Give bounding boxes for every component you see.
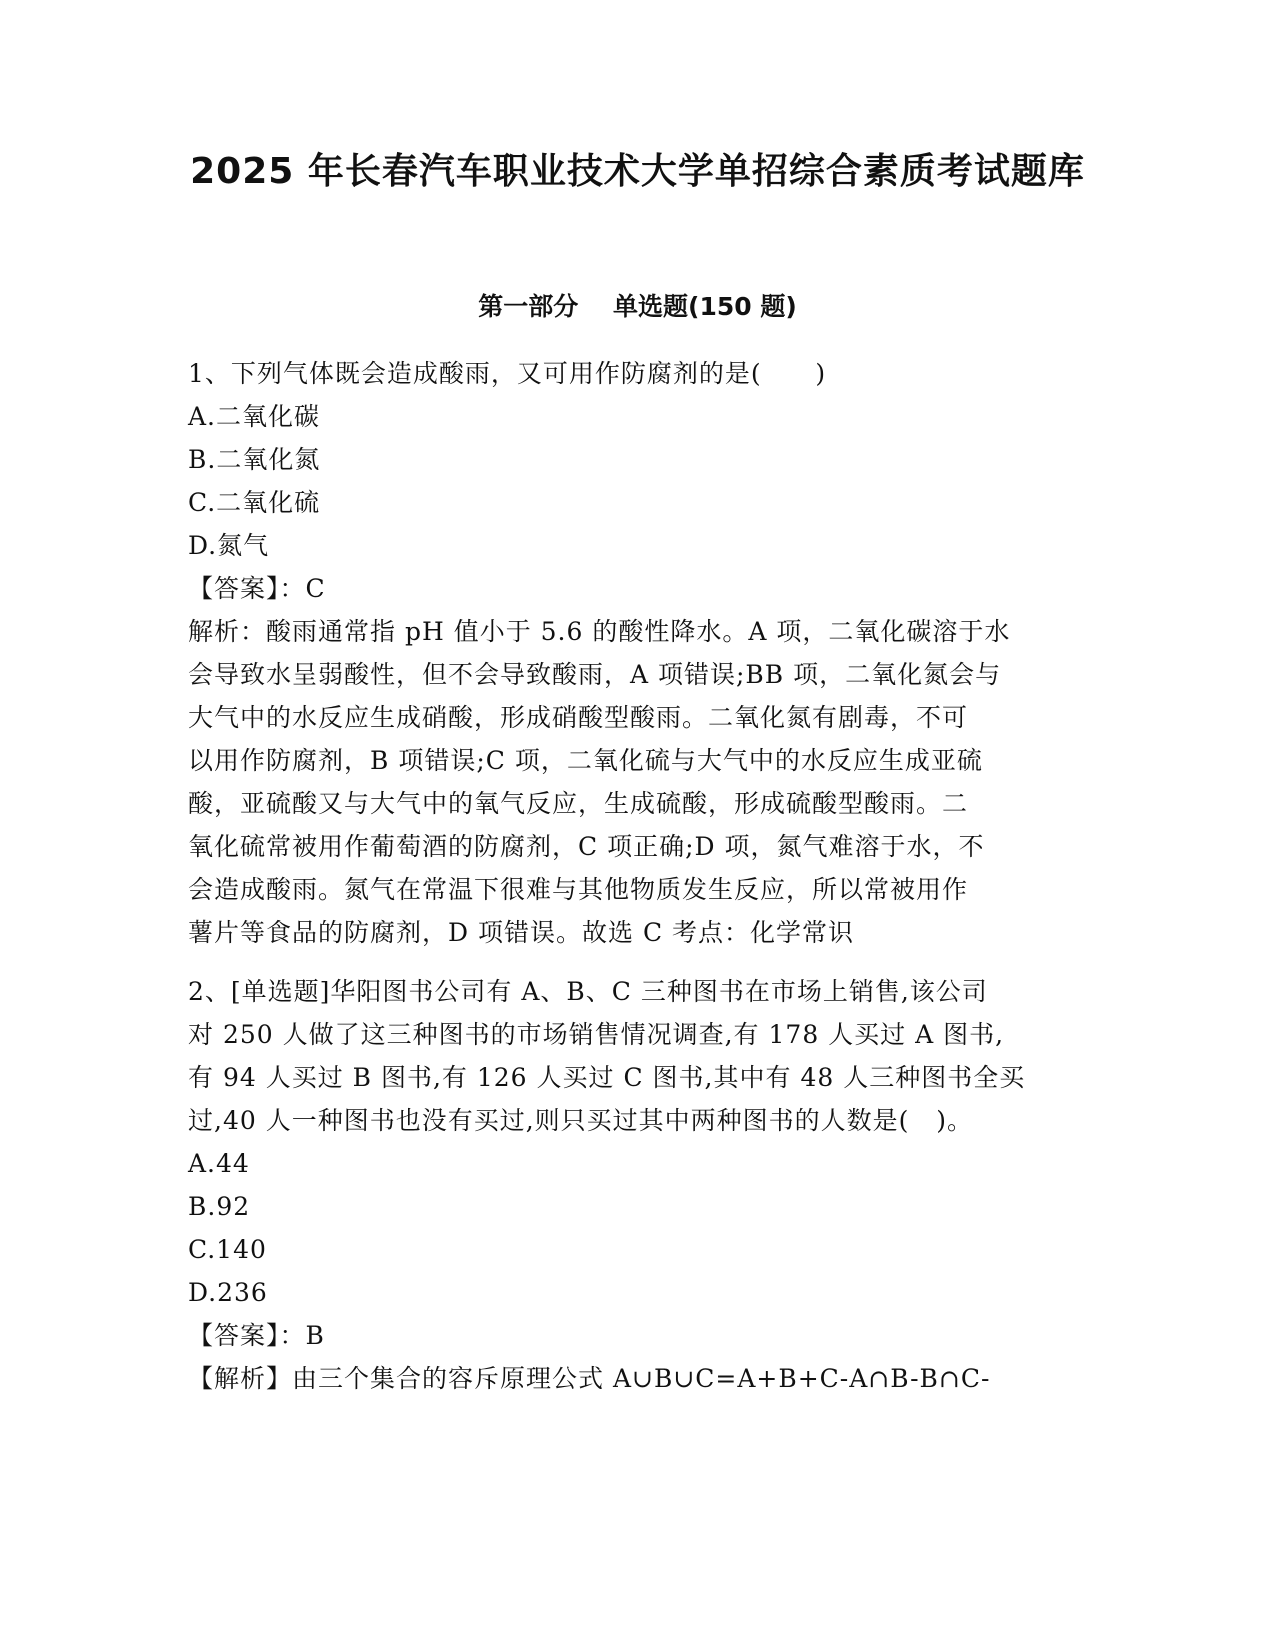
section-heading: 第一部分 单选题(150 题) [478, 292, 797, 321]
question-stem: 有 94 人买过 B 图书,有 126 人买过 C 图书,其中有 48 人三种图书全买 [188, 1063, 1026, 1092]
option-a: A.44 [188, 1149, 250, 1178]
analysis-line: 会造成酸雨。氮气在常温下很难与其他物质发生反应，所以常被用作 [188, 875, 969, 904]
option-c: C.140 [188, 1235, 267, 1264]
question-2 [188, 970, 1078, 1400]
answer-line: 【答案】：B [188, 1321, 325, 1350]
option-b: B.92 [188, 1192, 251, 1221]
option-d: D.236 [188, 1278, 268, 1307]
answer-line: 【答案】：C [188, 574, 326, 603]
question-list [188, 352, 1078, 1400]
analysis-line: 大气中的水反应生成硝酸，形成硝酸型酸雨。二氧化氮有剧毒，不可 [188, 703, 969, 732]
analysis-line: 以用作防腐剂，B 项错误;C 项，二氧化硫与大气中的水反应生成亚硫 [188, 746, 983, 775]
analysis-line: 【解析】由三个集合的容斥原理公式 A∪B∪C=A+B+C-A∩B-B∩C- [188, 1364, 991, 1393]
option-a: A.二氧化碳 [188, 402, 321, 431]
analysis-line: 氧化硫常被用作葡萄酒的防腐剂，C 项正确;D 项，氮气难溶于水，不 [188, 832, 985, 861]
analysis-line: 薯片等食品的防腐剂，D 项错误。故选 C 考点：化学常识 [188, 918, 855, 947]
question-stem: 对 250 人做了这三种图书的市场销售情况调查,有 178 人买过 A 图书, [188, 1020, 1005, 1049]
question-stem: 2、[单选题]华阳图书公司有 A、B、C 三种图书在市场上销售,该公司 [188, 977, 988, 1006]
document-title: 2025 年长春汽车职业技术大学单招综合素质考试题库 [190, 151, 1085, 192]
analysis-line: 会导致水呈弱酸性，但不会导致酸雨，A 项错误;BB 项，二氧化氮会与 [188, 660, 1002, 689]
question-1 [188, 352, 1078, 954]
option-c: C.二氧化硫 [188, 488, 321, 517]
question-stem: 过,40 人一种图书也没有买过,则只买过其中两种图书的人数是( )。 [188, 1106, 974, 1135]
option-d: D.氮气 [188, 531, 270, 560]
question-stem: 1、下列气体既会造成酸雨，又可用作防腐剂的是( ) [188, 359, 827, 388]
analysis-line: 酸，亚硫酸又与大气中的氧气反应，生成硫酸，形成硫酸型酸雨。二 [188, 789, 969, 818]
option-b: B.二氧化氮 [188, 445, 321, 474]
analysis-line: 解析：酸雨通常指 pH 值小于 5.6 的酸性降水。A 项，二氧化碳溶于水 [188, 617, 1011, 646]
